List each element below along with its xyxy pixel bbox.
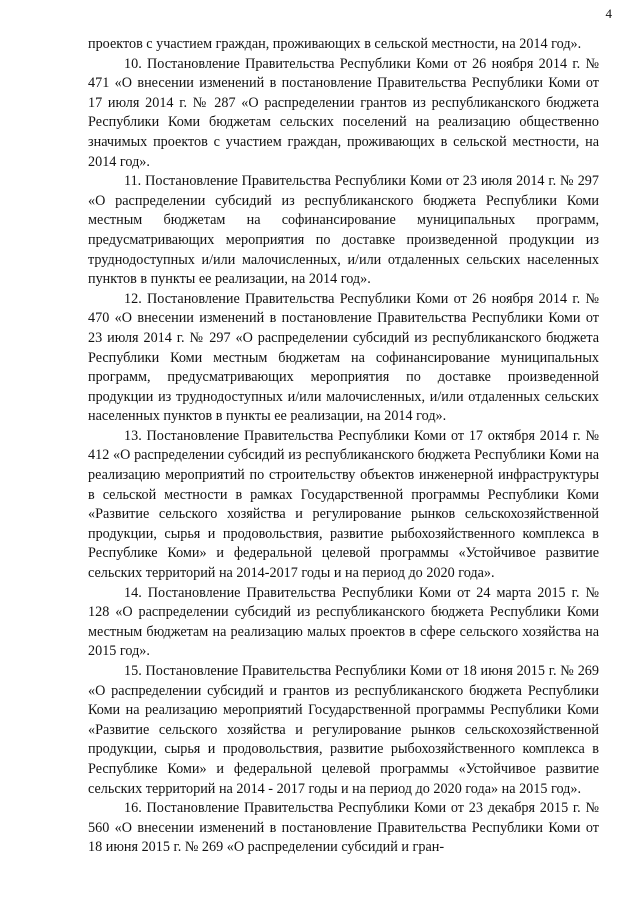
paragraph-item-13: 13. Постановление Правительства Республики Коми от 17 октября 2014 г. № 412 «О распределении субсидий из республиканского бюджета Республики Коми на реализацию мероприятий по строительству объектов инженерной инфраструктуры в сельской местности в рамках Государственной программы Республики Коми «Развитие сельского хозяйства и регулирование рынков сельскохозяйственной продукции, сырья и продовольствия, развитие рыбохозяйственного комплекса в Республике Коми» и федеральной целевой программы «Устойчивое развитие сельских территорий на 2014-2017 годы и на период до 2020 года». (88, 427, 599, 582)
paragraph-item-16: 16. Постановление Правительства Республики Коми от 23 декабря 2015 г. № 560 «О внесении изменений в постановление Правительства Республики Коми от 18 июня 2015 г. № 269 «О распределении субсидий и гран- (88, 800, 599, 856)
paragraph-item-12: 12. Постановление Правительства Республики Коми от 26 ноября 2014 г. № 470 «О внесении изменений в постановление Правительства Республики Коми от 23 июля 2014 г. № 297 «О распределении субсидий из республиканского бюджета Республики Коми местным бюджетам на софинансирование муниципальных программ, предусматривающих мероприятия по доставке произведенной продукции из труднодоступных и/или малочисленных, и/или отдаленных сельских населенных пунктов в пункты ее реализации, на 2014 год». (88, 290, 599, 425)
paragraph-continuation: проектов с участием граждан, проживающих в сельской местности, на 2014 год». (88, 36, 582, 52)
paragraph-item-11: 11. Постановление Правительства Республики Коми от 23 июля 2014 г. № 297 «О распределении субсидий из республиканского бюджета Республики Коми местным бюджетам на софинансирование муниципальных программ, предусматривающих мероприятия по доставке произведенной продукции из труднодоступных и/или малочисленных, и/или отдаленных сельских населенных пунктов в пункты ее реализации, на 2014 год». (88, 173, 599, 288)
paragraph-item-14: 14. Постановление Правительства Республики Коми от 24 марта 2015 г. № 128 «О распределении субсидий из республиканского бюджета Республики Коми местным бюджетам на реализацию малых проектов в сфере сельского хозяйства на 2015 год». (88, 584, 599, 660)
document-body (88, 35, 599, 858)
page-number: 4 (605, 6, 612, 21)
paragraph-item-15: 15. Постановление Правительства Республики Коми от 18 июня 2015 г. № 269 «О распределении субсидий и грантов из республиканского бюджета Республики Коми на реализацию мероприятий Государственной программы Республики Коми «Развитие сельского хозяйства и регулирование рынков сельскохозяйственной продукции, сырья и продовольствия, развитие рыбохозяйственного комплекса в Республике Коми» и федеральной целевой программы «Устойчивое развитие сельских территорий на 2014 - 2017 годы и на период до 2020 года» на 2015 год». (88, 663, 599, 797)
paragraph-item-10: 10. Постановление Правительства Республики Коми от 26 ноября 2014 г. № 471 «О внесении изменений в постановление Правительства Республики Коми от 17 июля 2014 г. № 287 «О распределении грантов из республиканского бюджета Республики Коми бюджетам сельских поселений на реализацию общественно значимых проектов с участием граждан, проживающих в сельской местности, на 2014 год». (88, 55, 599, 170)
